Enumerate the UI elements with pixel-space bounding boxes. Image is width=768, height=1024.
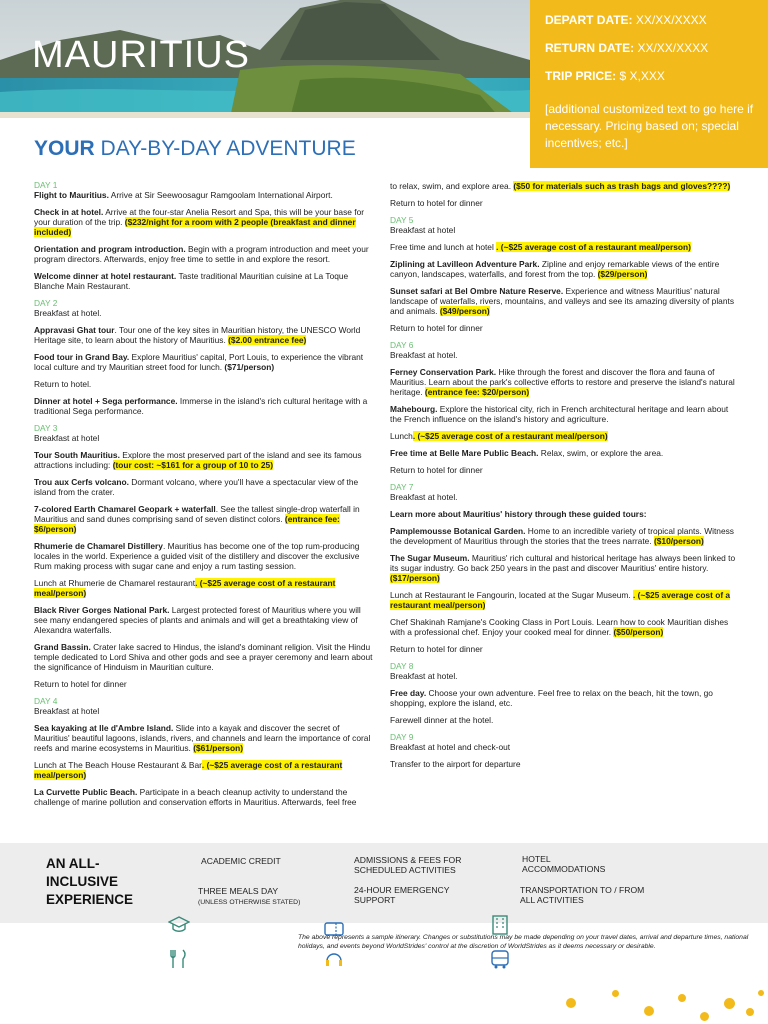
- itinerary-entry: Return to hotel for dinner: [390, 465, 483, 475]
- itinerary-entry: The Sugar Museum. Mauritius' rich cultural and historical heritage has always been linked to its sugar industry. Go back 250 years in the past and discover Mauritius' entire history. ($17/person): [390, 553, 736, 583]
- itinerary-entry: Appravasi Ghat tour. Tour one of the key sites in Mauritian history, the UNESCO World Heritage site, to learn about the history of Mauritius. ($2.00 entrance fee): [34, 325, 361, 345]
- itinerary-entry: Sunset safari at Bel Ombre Nature Reserve. Experience and witness Mauritius' natural landscape of waterfalls, rivers, mountains, and valleys and see its amazing diversity of plants and animals. ($49/person): [390, 286, 735, 316]
- day-heading: DAY 2: [34, 298, 58, 308]
- itinerary-entry: La Curvette Public Beach. Participate in a beach cleanup activity to understand the challenge of marine pollution and conservation efforts in Mauritius. Afterwards, feel free: [34, 787, 357, 807]
- decor-dot: [700, 1012, 709, 1021]
- day-heading: DAY 4: [34, 696, 58, 706]
- decor-dot: [612, 990, 619, 997]
- itinerary-entry: Transfer to the airport for departure: [390, 759, 521, 769]
- itinerary-entry: Lunch at The Beach House Restaurant & Bar. (~$25 average cost of a restaurant meal/person): [34, 760, 343, 780]
- itinerary-entry: to relax, swim, and explore area. ($50 for materials such as trash bags and gloves????): [390, 181, 731, 191]
- itinerary-entry: Rhumerie de Chamarel Distillery. Mauritius has become one of the top rum-producing locales in the world. Experience a guided visit of the distillery and discover the exclusive Rum making process with sugar cane and enjoy a rum tasting session.: [34, 541, 360, 571]
- itinerary-entry: Trou aux Cerfs volcano. Dormant volcano, where you'll have a spectacular view of the island from the crater.: [34, 477, 359, 497]
- itinerary-entry: Chef Shakinah Ramjane's Cooking Class in Port Louis. Learn how to cook Mauritian dishes with a professional chef. Enjoy your cooked meal for dinner. ($50/person): [390, 617, 729, 637]
- itinerary-entry: Welcome dinner at hotel restaurant. Taste traditional Mauritian cuisine at La Toque Blanche Main Restaurant.: [34, 271, 349, 291]
- bus-icon: [489, 948, 511, 970]
- itinerary-entry: Breakfast at hotel and check-out: [390, 742, 511, 752]
- inclusion-admissions: ADMISSIONS & FEES FOR SCHEDULED ACTIVITIES: [354, 855, 462, 875]
- day-heading: DAY 9: [390, 732, 414, 742]
- itinerary-entry: Free time at Belle Mare Public Beach. Relax, swim, or explore the area.: [390, 448, 664, 458]
- itinerary-entry: Breakfast at hotel: [34, 706, 100, 716]
- utensils-icon: [168, 948, 190, 970]
- itinerary-entry: Black River Gorges National Park. Largest protected forest of Mauritius where you will see many endangered species of plants and animals and will get a breathtaking view of Alexandra waterfalls.: [34, 605, 361, 635]
- itinerary-entry: Pamplemousse Botanical Garden. Home to an incredible variety of tropical plants. Witness the development of Mauritius through the stories that the trees narrate. ($10/person): [390, 526, 734, 546]
- day-heading: DAY 3: [34, 423, 58, 433]
- section-title: YOUR DAY-BY-DAY ADVENTURE: [34, 137, 356, 160]
- itinerary-entry: 7-colored Earth Chamarel Geopark + waterfall. See the tallest single-drop waterfall in Mauritius and sand dunes comprising sand of seven distinct colors. (entrance fee: $6/person): [34, 504, 360, 534]
- decor-dot: [644, 1006, 654, 1016]
- day-heading: DAY 5: [390, 215, 414, 225]
- graduation-cap-icon: [168, 914, 190, 936]
- itinerary-entry: Breakfast at hotel.: [34, 308, 102, 318]
- inclusion-hotel: HOTEL ACCOMMODATIONS: [522, 854, 606, 874]
- itinerary-entry: Return to hotel for dinner: [390, 323, 483, 333]
- itinerary-entry: Lunch. (~$25 average cost of a restaurant meal/person): [390, 431, 608, 441]
- itinerary-entry: Learn more about Mauritius' history through these guided tours:: [390, 509, 647, 519]
- inclusion-meals: THREE MEALS DAY (UNLESS OTHERWISE STATED): [198, 886, 301, 906]
- destination-title: MAURITIUS: [32, 34, 250, 76]
- itinerary-right-column: [390, 181, 736, 776]
- itinerary-entry: Mahebourg. Explore the historical city, rich in French architectural heritage and learn about the French influence on the island's history and agriculture.: [390, 404, 729, 424]
- trip-details-box: [530, 0, 768, 168]
- inclusions-title: AN ALL-INCLUSIVE EXPERIENCE: [46, 856, 134, 907]
- day-heading: DAY 7: [390, 482, 414, 492]
- itinerary-entry: Return to hotel.: [34, 379, 92, 389]
- itinerary-entry: Orientation and program introduction. Begin with a program introduction and meet your program directors. Afterwards, enjoy free time to settle in and explore the resort.: [34, 244, 369, 264]
- itinerary-entry: Lunch at Rhumerie de Chamarel restaurant. (~$25 average cost of a restaurant meal/person): [34, 578, 336, 598]
- itinerary-entry: Ferney Conservation Park. Hike through the forest and discover the flora and fauna of Mauritius. Learn about the park's collective efforts to restore and preserve the island's natural heritage. (entrance fee: $20/person): [390, 367, 735, 397]
- itinerary-entry: Breakfast at hotel: [390, 225, 456, 235]
- itinerary-entry: Sea kayaking at Ile d'Ambre Island. Slide into a kayak and discover the secret of Mauritius' beautiful lagoons, islands, rivers, and channels and learn the importance of coral reefs and marine ecosystems in Mauritius. ($61/person): [34, 723, 371, 753]
- itinerary-entry: Check in at hotel. Arrive at the four-star Anelia Resort and Spa, this will be your base for your duration of the trip. ($232/night for a room with 2 people (breakfast and dinner included): [34, 207, 365, 237]
- itinerary-entry: Ziplining at Lavilleon Adventure Park. Zipline and enjoy remarkable views of the entire canyon, landscapes, waterfalls, and forest from the top. ($29/person): [390, 259, 720, 279]
- itinerary-entry: Breakfast at hotel.: [390, 492, 458, 502]
- inclusion-academic-credit: ACADEMIC CREDIT: [201, 856, 281, 866]
- itinerary-entry: Breakfast at hotel: [34, 433, 100, 443]
- itinerary-entry: Farewell dinner at the hotel.: [390, 715, 494, 725]
- headset-icon: [323, 948, 345, 970]
- itinerary-entry: Flight to Mauritius. Arrive at Sir Seewoosagur Ramgoolam International Airport.: [34, 190, 333, 200]
- custom-note: [additional customized text to go here if necessary. Pricing based on; special incentives; etc.]: [545, 102, 754, 150]
- decor-dot: [758, 990, 764, 996]
- decor-dot: [724, 998, 735, 1009]
- itinerary-entry: Breakfast at hotel.: [390, 350, 458, 360]
- day-heading: DAY 8: [390, 661, 414, 671]
- inclusion-transportation: TRANSPORTATION TO / FROM ALL ACTIVITIES: [520, 885, 645, 905]
- decor-dot: [746, 1008, 754, 1016]
- itinerary-entry: Food tour in Grand Bay. Explore Mauritius' capital, Port Louis, to experience the vibrant local culture and try Mauritian street food for lunch. ($71/person): [34, 352, 364, 372]
- itinerary-entry: Free day. Choose your own adventure. Feel free to relax on the beach, hit the town, go shopping, explore the island, etc.: [390, 688, 713, 708]
- day-heading: DAY 1: [34, 180, 58, 190]
- itinerary-entry: Return to hotel for dinner: [390, 198, 483, 208]
- itinerary-entry: Return to hotel for dinner: [34, 679, 127, 689]
- itinerary-entry: Return to hotel for dinner: [390, 644, 483, 654]
- depart-date: DEPART DATE: XX/XX/XXXX: [545, 13, 707, 27]
- inclusions-panel: [0, 843, 768, 923]
- day-heading: DAY 6: [390, 340, 414, 350]
- itinerary-disclaimer: The above represents a sample itinerary. Changes or substitutions may be made depending on your travel dates, arrival and departure times, national holidays, and events beyond WorldStrides' control at the discretion of WorldStrides as it deems necessary or desirable.: [298, 934, 749, 950]
- building-icon: [489, 914, 511, 936]
- itinerary-entry: Tour South Mauritius. Explore the most preserved part of the island and see its famous attractions including: (tour cost: ~$161 for a group of 10 to 25): [34, 450, 362, 470]
- itinerary-entry: Grand Bassin. Crater lake sacred to Hindus, the island's dominant religion. Visit the Hindu temple dedicated to Lord Shiva and other gods and see a prayer ceremony and learn about the significance of Hinduism in Mauritian culture.: [34, 642, 373, 672]
- itinerary-entry: Breakfast at hotel.: [390, 671, 458, 681]
- decor-dot: [566, 998, 576, 1008]
- return-date: RETURN DATE: XX/XX/XXXX: [545, 41, 709, 55]
- decor-dot: [678, 994, 686, 1002]
- itinerary-left-column: [34, 175, 374, 814]
- itinerary-entry: Dinner at hotel + Sega performance. Immerse in the island's rich cultural heritage with a traditional Sega performance.: [34, 396, 368, 416]
- itinerary-entry: Lunch at Restaurant le Fangourin, located at the Sugar Museum. . (~$25 average cost of a restaurant meal/person): [390, 590, 731, 610]
- itinerary-entry: Free time and lunch at hotel . (~$25 average cost of a restaurant meal/person): [390, 242, 691, 252]
- trip-price: TRIP PRICE: $ X,XXX: [545, 69, 665, 83]
- inclusion-support: 24-HOUR EMERGENCY SUPPORT: [354, 885, 450, 905]
